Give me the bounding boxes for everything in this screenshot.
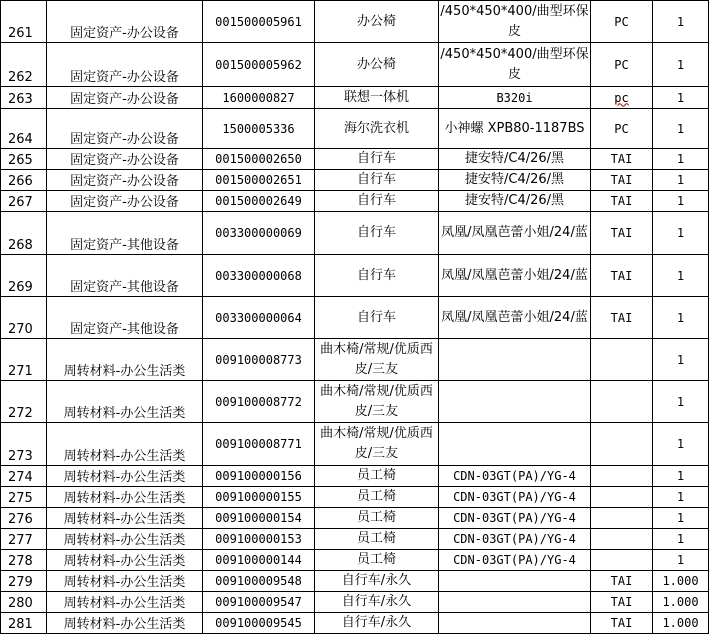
row-number: 272	[1, 381, 47, 423]
quantity-cell: 1	[653, 339, 709, 381]
item-name-cell: 员工椅	[315, 466, 439, 487]
row-number: 280	[1, 592, 47, 613]
spec-cell: 凤凰/凤凰芭蕾小姐/24/蓝	[439, 297, 591, 339]
table-row	[1, 423, 709, 466]
spec-cell: CDN-03GT(PA)/YG-4	[439, 529, 591, 550]
quantity-cell: 1	[653, 170, 709, 191]
quantity-cell: 1.000	[653, 592, 709, 613]
asset-code-cell: 009100009547	[203, 592, 315, 613]
quantity-cell: 1	[653, 508, 709, 529]
item-name-cell: 海尔洗衣机	[315, 109, 439, 149]
item-name-cell: 联想一体机	[315, 87, 439, 109]
asset-code-cell: 009100000153	[203, 529, 315, 550]
item-name-cell: 自行车	[315, 255, 439, 297]
row-number: 267	[1, 191, 47, 212]
row-number: 278	[1, 550, 47, 571]
table-row	[1, 297, 709, 339]
category-cell: 固定资产-其他设备	[47, 297, 203, 339]
spec-cell: 小神螺 XPB80-1187BS	[439, 109, 591, 149]
table-row	[1, 508, 709, 529]
row-number: 276	[1, 508, 47, 529]
row-number: 263	[1, 87, 47, 109]
asset-code-cell: 009100000144	[203, 550, 315, 571]
category-cell: 固定资产-办公设备	[47, 191, 203, 212]
category-cell: 固定资产-办公设备	[47, 109, 203, 149]
table-row	[1, 466, 709, 487]
asset-code-cell: 009100000154	[203, 508, 315, 529]
table-row	[1, 529, 709, 550]
category-cell: 周转材料-办公生活类	[47, 423, 203, 466]
spec-cell: CDN-03GT(PA)/YG-4	[439, 508, 591, 529]
asset-code-cell: 009100000155	[203, 487, 315, 508]
table-row	[1, 212, 709, 255]
unit-cell: PC	[591, 43, 653, 87]
quantity-cell: 1	[653, 466, 709, 487]
asset-code-cell: 001500002649	[203, 191, 315, 212]
spec-cell: /450*450*400/曲型环保皮	[439, 43, 591, 87]
quantity-cell: 1.000	[653, 613, 709, 634]
table-row	[1, 487, 709, 508]
spec-cell	[439, 381, 591, 423]
unit-cell: PC	[591, 109, 653, 149]
table-row	[1, 571, 709, 592]
row-number: 271	[1, 339, 47, 381]
category-cell: 周转材料-办公生活类	[47, 487, 203, 508]
item-name-cell: 办公椅	[315, 43, 439, 87]
item-name-cell: 自行车/永久	[315, 613, 439, 634]
category-cell: 固定资产-其他设备	[47, 255, 203, 297]
row-number: 265	[1, 149, 47, 170]
asset-code-cell: 1600000827	[203, 87, 315, 109]
unit-cell: TAI	[591, 149, 653, 170]
quantity-cell: 1	[653, 149, 709, 170]
table-row	[1, 381, 709, 423]
category-cell: 周转材料-办公生活类	[47, 550, 203, 571]
category-cell: 周转材料-办公生活类	[47, 571, 203, 592]
asset-code-cell: 009100008771	[203, 423, 315, 466]
item-name-cell: 员工椅	[315, 487, 439, 508]
asset-code-cell: 001500002651	[203, 170, 315, 191]
asset-code-cell: 009100008773	[203, 339, 315, 381]
asset-code-cell: 009100009548	[203, 571, 315, 592]
asset-code-cell: 001500005961	[203, 1, 315, 43]
spec-cell: B320i	[439, 87, 591, 109]
asset-code-cell: 001500002650	[203, 149, 315, 170]
item-name-cell: 自行车	[315, 149, 439, 170]
category-cell: 固定资产-办公设备	[47, 149, 203, 170]
unit-cell: TAI	[591, 212, 653, 255]
spec-cell: 凤凰/凤凰芭蕾小姐/24/蓝	[439, 212, 591, 255]
row-number: 262	[1, 43, 47, 87]
row-number: 281	[1, 613, 47, 634]
unit-cell: TAI	[591, 170, 653, 191]
asset-code-cell: 003300000068	[203, 255, 315, 297]
item-name-cell: 自行车	[315, 170, 439, 191]
quantity-cell: 1	[653, 529, 709, 550]
category-cell: 固定资产-其他设备	[47, 212, 203, 255]
spec-cell	[439, 613, 591, 634]
unit-text: pc	[614, 90, 629, 105]
item-name-cell: 自行车/永久	[315, 592, 439, 613]
row-number: 274	[1, 466, 47, 487]
row-number: 277	[1, 529, 47, 550]
unit-cell: TAI	[591, 191, 653, 212]
spec-cell: CDN-03GT(PA)/YG-4	[439, 487, 591, 508]
spec-cell: CDN-03GT(PA)/YG-4	[439, 550, 591, 571]
spec-cell: 捷安特/C4/26/黑	[439, 170, 591, 191]
asset-code-cell: 009100009545	[203, 613, 315, 634]
unit-cell	[591, 550, 653, 571]
quantity-cell: 1	[653, 423, 709, 466]
asset-code-cell: 1500005336	[203, 109, 315, 149]
quantity-cell: 1	[653, 109, 709, 149]
row-number: 264	[1, 109, 47, 149]
category-cell: 周转材料-办公生活类	[47, 592, 203, 613]
unit-cell: TAI	[591, 297, 653, 339]
category-cell: 固定资产-办公设备	[47, 87, 203, 109]
item-name-cell: 曲木椅/常规/优质西皮/三友	[315, 339, 439, 381]
table-row	[1, 592, 709, 613]
spec-cell: 捷安特/C4/26/黑	[439, 191, 591, 212]
table-row	[1, 339, 709, 381]
category-cell: 固定资产-办公设备	[47, 43, 203, 87]
row-number: 266	[1, 170, 47, 191]
category-cell: 固定资产-办公设备	[47, 170, 203, 191]
asset-code-cell: 001500005962	[203, 43, 315, 87]
item-name-cell: 自行车/永久	[315, 571, 439, 592]
row-number: 273	[1, 423, 47, 466]
row-number: 275	[1, 487, 47, 508]
spec-cell: CDN-03GT(PA)/YG-4	[439, 466, 591, 487]
row-number: 269	[1, 255, 47, 297]
spec-cell	[439, 339, 591, 381]
unit-cell: PC	[591, 1, 653, 43]
quantity-cell: 1	[653, 191, 709, 212]
table-row	[1, 191, 709, 212]
item-name-cell: 员工椅	[315, 550, 439, 571]
table-row	[1, 87, 709, 109]
unit-cell: TAI	[591, 613, 653, 634]
item-name-cell: 员工椅	[315, 508, 439, 529]
quantity-cell: 1	[653, 487, 709, 508]
item-name-cell: 曲木椅/常规/优质西皮/三友	[315, 381, 439, 423]
table-row	[1, 613, 709, 634]
category-cell: 周转材料-办公生活类	[47, 613, 203, 634]
table-row	[1, 170, 709, 191]
row-number: 270	[1, 297, 47, 339]
table-row	[1, 255, 709, 297]
table-row	[1, 149, 709, 170]
unit-cell	[591, 466, 653, 487]
spec-cell: 凤凰/凤凰芭蕾小姐/24/蓝	[439, 255, 591, 297]
quantity-cell: 1	[653, 43, 709, 87]
unit-cell	[591, 487, 653, 508]
asset-code-cell: 003300000064	[203, 297, 315, 339]
item-name-cell: 自行车	[315, 191, 439, 212]
quantity-cell: 1	[653, 255, 709, 297]
spec-cell	[439, 423, 591, 466]
item-name-cell: 办公椅	[315, 1, 439, 43]
unit-cell	[591, 381, 653, 423]
category-cell: 周转材料-办公生活类	[47, 381, 203, 423]
table-row	[1, 550, 709, 571]
quantity-cell: 1	[653, 550, 709, 571]
unit-cell	[591, 423, 653, 466]
spec-cell	[439, 571, 591, 592]
unit-cell: TAI	[591, 255, 653, 297]
quantity-cell: 1	[653, 212, 709, 255]
category-cell: 周转材料-办公生活类	[47, 508, 203, 529]
item-name-cell: 自行车	[315, 297, 439, 339]
unit-cell: TAI	[591, 592, 653, 613]
category-cell: 周转材料-办公生活类	[47, 529, 203, 550]
quantity-cell: 1	[653, 1, 709, 43]
quantity-cell: 1.000	[653, 571, 709, 592]
unit-cell: TAI	[591, 571, 653, 592]
quantity-cell: 1	[653, 381, 709, 423]
category-cell: 固定资产-办公设备	[47, 1, 203, 43]
asset-code-cell: 009100008772	[203, 381, 315, 423]
spec-cell: /450*450*400/曲型环保皮	[439, 1, 591, 43]
table-row	[1, 43, 709, 87]
unit-cell	[591, 339, 653, 381]
asset-code-cell: 003300000069	[203, 212, 315, 255]
spec-cell: 捷安特/C4/26/黑	[439, 149, 591, 170]
item-name-cell: 员工椅	[315, 529, 439, 550]
table-row	[1, 1, 709, 43]
item-name-cell: 自行车	[315, 212, 439, 255]
unit-cell	[591, 529, 653, 550]
unit-cell	[591, 508, 653, 529]
asset-code-cell: 009100000156	[203, 466, 315, 487]
category-cell: 周转材料-办公生活类	[47, 339, 203, 381]
unit-cell	[591, 87, 653, 109]
row-number: 261	[1, 1, 47, 43]
quantity-cell: 1	[653, 87, 709, 109]
inventory-table-body	[1, 1, 709, 634]
table-row	[1, 109, 709, 149]
row-number: 279	[1, 571, 47, 592]
spec-cell	[439, 592, 591, 613]
quantity-cell: 1	[653, 297, 709, 339]
category-cell: 周转材料-办公生活类	[47, 466, 203, 487]
row-number: 268	[1, 212, 47, 255]
item-name-cell: 曲木椅/常规/优质西皮/三友	[315, 423, 439, 466]
